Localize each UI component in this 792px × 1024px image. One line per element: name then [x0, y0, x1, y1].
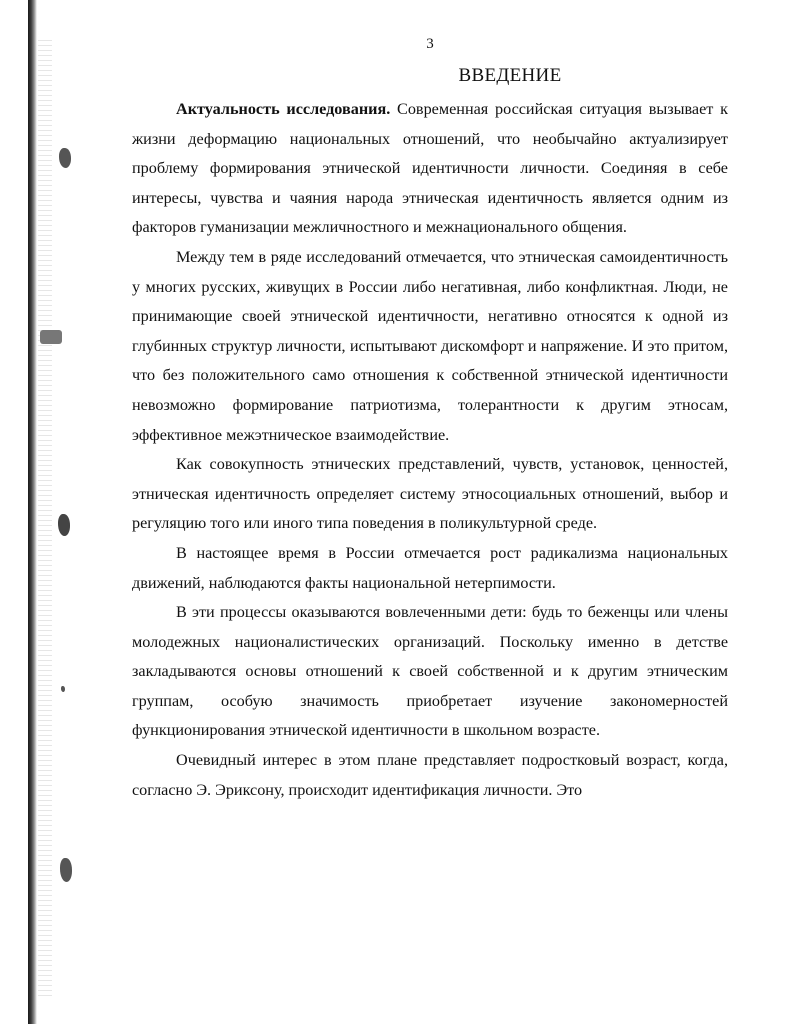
punch-hole-mark: [60, 858, 72, 882]
paragraph: Как совокупность этнических представлений, чувств, установок, ценностей, этническая идентичность определяет систему этносоциальных отношений, выбор и регуляцию того или иного типа поведения в поликультурной среде.: [132, 455, 728, 533]
page-title: ВВЕДЕНИЕ: [458, 65, 562, 86]
page-number: 3: [426, 36, 434, 52]
body-text: [132, 95, 728, 805]
paragraph: В настоящее время в России отмечается рост радикализма национальных движений, наблюдаются факты национальной нетерпимости.: [132, 543, 728, 592]
paragraph: Очевидный интерес в этом плане представляет подростковый возраст, когда, согласно Э. Эриксону, происходит идентификация личности. Это: [132, 751, 728, 799]
scan-speck-mark: [61, 686, 65, 692]
punch-hole-mark: [58, 514, 70, 536]
paragraph-lead: Актуальность исследования.: [176, 100, 391, 118]
paragraph: В эти процессы оказываются вовлеченными дети: будь то беженцы или члены молодежных националистических организаций. Поскольку именно в детстве закладываются основы отношений к своей собственной и к другим этническим группам, особую значимость приобретает изучение закономерностей функционирования этнической идентичности в школьном возрасте.: [132, 603, 728, 740]
paragraph: Между тем в ряде исследований отмечается, что этническая самоидентичность у многих русских, живущих в России либо негативная, либо конфликтная. Люди, не принимающие своей этнической идентичности, негативно относятся к одной из глубинных структур личности, испытывают дискомфорт и напряжение. И это притом, что без положительного само отношения к собственной этнической идентичности невозможно формирование патриотизма, толерантности к другим этносам, эффективное межэтническое взаимодействие.: [132, 247, 728, 444]
punch-hole-mark: [59, 148, 71, 168]
binding-clip-mark: [40, 330, 62, 344]
scan-edge-noise: [38, 40, 52, 1000]
scan-binding-edge: [28, 0, 37, 1024]
paragraph-text: Современная российская ситуация вызывает к жизни деформацию национальных отношений, что необычайно актуализирует проблему формирования этнической идентичности личности. Соединяя в себе интересы, чувства и чаяния народа этническая идентичность является одним из факторов гуманизации межличностного и межнационального общения.: [132, 100, 728, 237]
paragraph: [132, 95, 728, 243]
